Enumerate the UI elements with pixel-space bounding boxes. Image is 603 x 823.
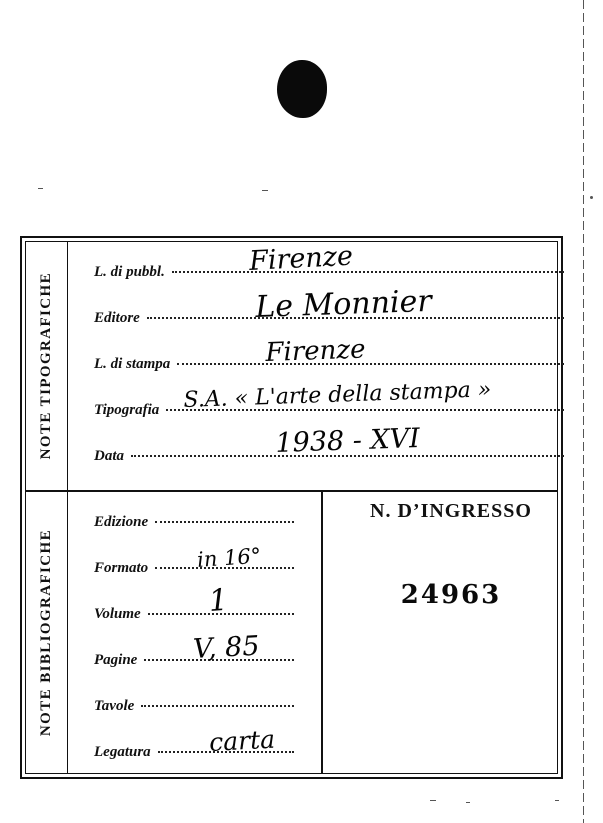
label-volume: Volume [94, 606, 141, 622]
handwriting-data: 1938 - XVI [274, 422, 421, 459]
label-numero-ingresso: N. D’INGRESSO [370, 500, 532, 522]
scan-mark-bottom-1 [430, 800, 436, 801]
handwriting-luogo-pubblicazione: Firenze [248, 240, 354, 277]
label-tipografia: Tipografia [94, 402, 160, 418]
label-editore: Editore [94, 310, 140, 326]
handwriting-luogo-stampa: Firenze [264, 334, 366, 368]
label-formato: Formato [94, 560, 149, 576]
dotted-rule-luogo-pubblicazione [172, 270, 564, 273]
field-row-formato[interactable] [94, 560, 294, 577]
dotted-rule-tavole [141, 704, 294, 707]
handwriting-editore: Le Monnier [254, 283, 433, 325]
field-row-tavole[interactable] [94, 698, 294, 715]
scan-mark-center [262, 190, 268, 191]
side-label-typographic-text: NOTE TIPOGRAFICHE [38, 272, 54, 460]
label-pagine: Pagine [94, 652, 138, 668]
handwriting-legatura: carta [208, 724, 276, 757]
handwriting-pagine: V, 85 [192, 630, 261, 665]
typographic-fields [68, 242, 557, 490]
label-tavole: Tavole [94, 698, 135, 714]
value-numero-ingresso: 24963 [400, 580, 502, 610]
side-label-bibliographic-text: NOTE BIBLIOGRAFICHE [38, 528, 54, 737]
scan-mark-left [38, 188, 43, 189]
label-data: Data [94, 448, 124, 464]
label-luogo-pubblicazione: L. di pubbl. [94, 264, 165, 280]
ink-blob-mark [277, 60, 327, 118]
handwriting-formato: in 16° [196, 543, 262, 572]
scan-mark-top-right [590, 196, 593, 199]
card-inner-border [25, 241, 558, 774]
label-edizione: Edizione [94, 514, 149, 530]
dotted-rule-luogo-stampa [177, 362, 564, 365]
catalogue-card [20, 236, 563, 779]
label-legatura: Legatura [94, 744, 151, 760]
panel-numero-ingresso [321, 492, 557, 773]
handwriting-tipografia: S.A. « L'arte della stampa » [183, 377, 492, 413]
scan-mark-bottom-2 [466, 802, 470, 803]
section-typographic-notes [26, 242, 557, 492]
field-row-edizione[interactable] [94, 514, 294, 531]
side-label-bibliographic [26, 492, 68, 773]
label-luogo-stampa: L. di stampa [94, 356, 171, 372]
dotted-rule-edizione [155, 520, 294, 523]
side-label-typographic [26, 242, 68, 490]
field-row-volume[interactable] [94, 606, 294, 623]
scan-mark-bottom-4 [555, 800, 559, 801]
handwriting-volume: 1 [207, 582, 230, 619]
scan-edge-line-right [583, 0, 584, 823]
